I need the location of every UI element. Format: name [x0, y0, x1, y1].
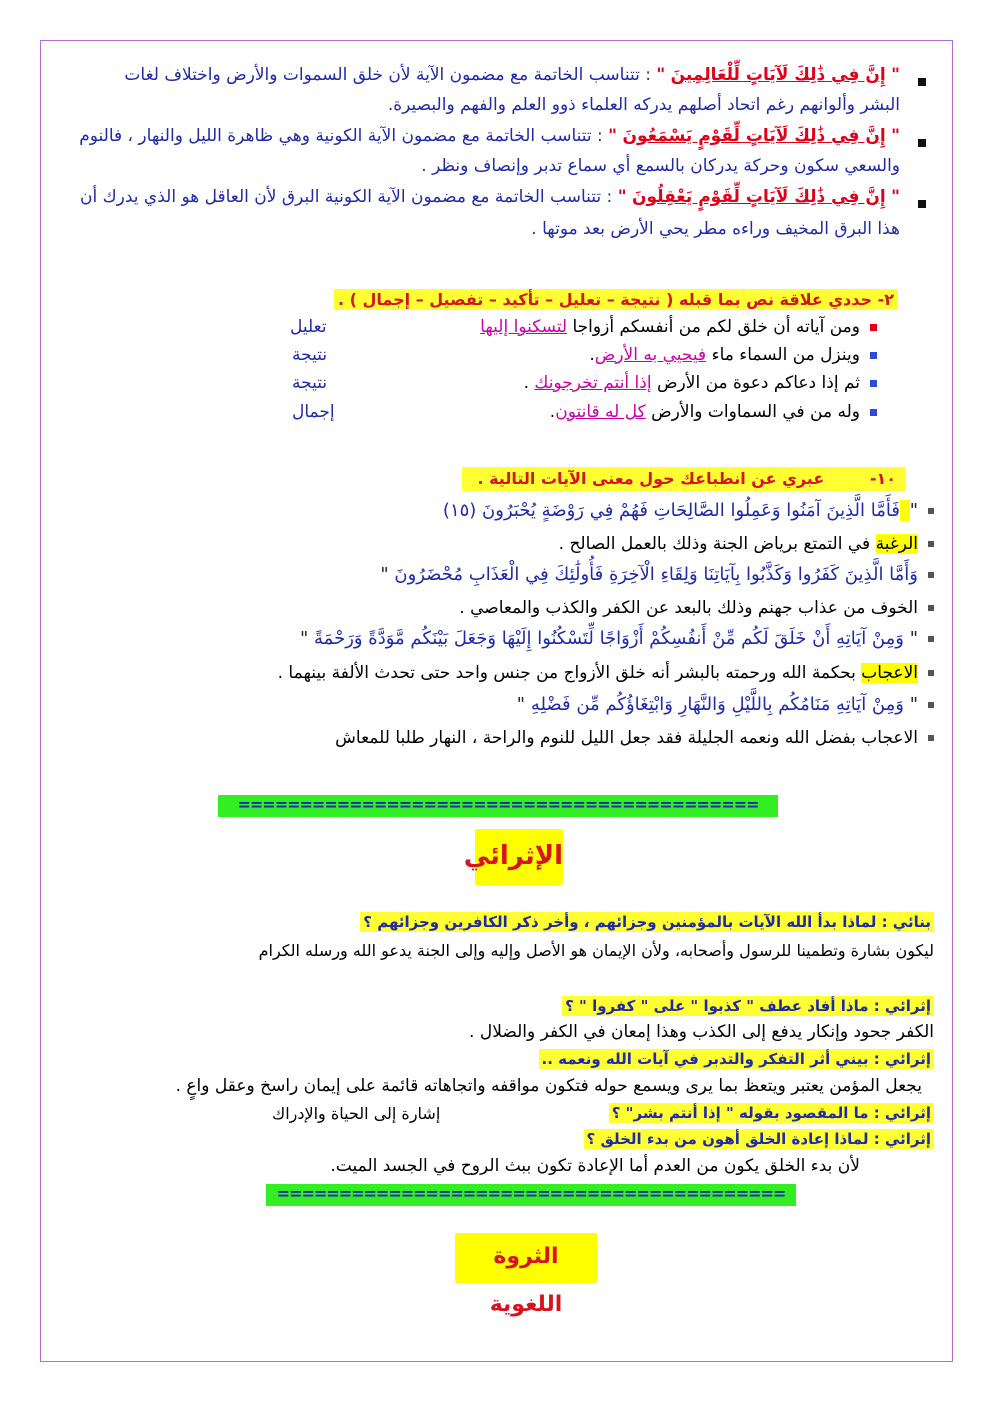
question: إثرائي : لماذا إعادة الخلق أهون من بدء الخلق ؟ [584, 1129, 934, 1149]
bullet-square-icon [928, 541, 934, 547]
list-item: وَأَمَّا الَّذِينَ كَفَرُوا وَكَذَّبُوا بِآيَاتِنَا وَلِقَاءِ الْآخِرَةِ فَأُولَٰئِكَ فِي الْعَذَابِ مُحْضَرُونَ " [380, 564, 934, 585]
sec2-list [297, 317, 877, 427]
list-item: ومن آياته أن خلق لكم من أنفسكم أزواجا لتسكنوا إليها [480, 317, 877, 337]
answer: إشارة إلى الحياة والإدراك [272, 1104, 441, 1123]
bullet-square-icon [928, 636, 934, 642]
bullet-square-icon [870, 409, 877, 416]
sec1-item2: " إِنَّ فِي ذَٰلِكَ لَآيَاتٍ لِّقَوْمٍ يَسْمَعُونَ " : تتناسب الخاتمة مع مضمون الآية الكونية وهي ظاهرة الليل والنهار ، فالنوم [79, 123, 900, 149]
bullet-square-icon [928, 605, 934, 611]
bullet-square-icon [928, 670, 934, 676]
sec1-item3-cont: هذا البرق المخيف وراءه مطر يحي الأرض بعد موتها . [531, 219, 900, 239]
list-item: " فَأَمَّا الَّذِينَ آمَنُوا وَعَمِلُوا الصَّالِحَاتِ فَهُمْ فِي رَوْضَةٍ يُحْبَرُونَ (١٥) [443, 500, 934, 521]
question: إثرائي : بيني أثر التفكر والتدبر في آيات الله ونعمه .. [539, 1049, 934, 1069]
answer: الكفر جحود وإنكار يدفع إلى الكذب وهذا إمعان في الكفر والضلال . [469, 1022, 934, 1042]
bullet-square-icon [870, 324, 877, 331]
enrich-title: الإثرائي [475, 829, 563, 885]
question: إثرائي : ما المقصود بقوله " إذا أنتم بشر" ؟ [609, 1103, 934, 1123]
sec3-list [44, 500, 934, 760]
answer: ليكون بشارة وتطمينا للرسول وأصحابه، ولأن الإيمان هو الأصل وإليه وإلى الجنة يدعو الله ورسله الكرام [258, 941, 934, 960]
quran-quote: إِنَّ فِي ذَٰلِكَ لَآيَاتٍ لِّلْعَالِمِينَ [670, 65, 886, 85]
relation-label: نتيجة [292, 373, 328, 393]
bullet-square-icon [918, 78, 926, 86]
question: إثرائي : ماذا أفاد عطف " كذبوا " على " كفروا " ؟ [562, 996, 934, 1016]
list-item: الخوف من عذاب جهنم وذلك بالبعد عن الكفر والكذب والمعاصي . [459, 598, 934, 618]
list-item: الاعجاب بحكمة الله ورحمته بالبشر أنه خلق الأزواج من جنس واحد حتى تحدث الألفة بينهما . [278, 663, 934, 683]
sec3-heading: ١٠- عبري عن انطباعك حول معنى الآيات التالية . [462, 467, 906, 491]
list-item: الرغبة في التمتع برياض الجنة وذلك بالعمل الصالح . [559, 534, 934, 554]
sec1-item1-cont: البشر وألوانهم رغم اتحاد أصلهم يدركه العلماء ذوو العلم والفهم والبصيرة. [387, 95, 900, 115]
answer: يجعل المؤمن يعتبر ويتعظ بما يرى ويسمع حوله فتكون مواقفه واتجاهاته قائمة على إيمان راسخ وعقل واعٍ . [175, 1076, 922, 1096]
sec1-item2-cont: والسعي سكون وحركة يدركان بالسمع أي سماع تدبر وإنصاف ونظر . [421, 156, 900, 176]
bullet-square-icon [918, 200, 926, 208]
list-item: وله من في السماوات والأرض كل له قانتون. [550, 402, 877, 422]
list-item: " وَمِنْ آيَاتِهِ أَنْ خَلَقَ لَكُم مِّنْ أَنفُسِكُمْ أَزْوَاجًا لِّتَسْكُنُوا إِلَيْهَا وَجَعَلَ بَيْنَكُم مَّوَدَّةً وَرَحْمَةً " [300, 628, 934, 649]
relation-label: إجمال [292, 402, 335, 422]
sec1-item1: " إِنَّ فِي ذَٰلِكَ لَآيَاتٍ لِّلْعَالِمِينَ " : تتناسب الخاتمة مع مضمون الآية لأن خلق السموات والأرض واختلاف لغات [80, 62, 900, 88]
bullet-square-icon [928, 508, 934, 514]
bullet-square-icon [928, 735, 934, 741]
list-item: الاعجاب بفضل الله ونعمه الجليلة فقد جعل الليل للنوم والراحة ، النهار طلبا للمعاش [335, 728, 934, 748]
divider: ========================================= [266, 1184, 796, 1206]
relation-label: تعليل [290, 317, 327, 337]
divider: ========================================== [218, 795, 778, 817]
bullet-square-icon [870, 380, 877, 387]
relation-label: نتيجة [292, 345, 328, 365]
bullet-square-icon [928, 572, 934, 578]
answer: لأن بدء الخلق يكون من العدم أما الإعادة تكون ببث الروح في الجسد الميت. [330, 1156, 860, 1176]
list-item: وينزل من السماء ماء فيحيي به الأرض. [589, 345, 877, 365]
sec1-item3: " إِنَّ فِي ذَٰلِكَ لَآيَاتٍ لِّقَوْمٍ يَعْقِلُونَ " : تتناسب الخاتمة مع مضمون الآية الكونية البرق لأن العاقل هو الذي يدرك أن [80, 184, 900, 210]
bullet-square-icon [928, 702, 934, 708]
quran-quote: إِنَّ فِي ذَٰلِكَ لَآيَاتٍ لِّقَوْمٍ يَسْمَعُونَ [622, 126, 886, 146]
list-item: ثم إذا دعاكم دعوة من الأرض إذا أنتم تخرجونك . [524, 373, 877, 393]
quran-quote: إِنَّ فِي ذَٰلِكَ لَآيَاتٍ لِّقَوْمٍ يَعْقِلُونَ [631, 187, 886, 207]
list-item: " وَمِنْ آيَاتِهِ مَنَامُكُم بِاللَّيْلِ وَالنَّهَارِ وَابْتِغَاؤُكُم مِّن فَضْلِهِ " [517, 694, 934, 715]
bullet-square-icon [870, 352, 877, 359]
sec2-heading: ٢- حددي علاقة نص بما قبله ( نتيجة – تعليل – تأكيد – تفصيل – إجمال ) . [334, 289, 898, 310]
vocab-title: الثروة اللغوية [455, 1233, 597, 1283]
question: بنائي : لماذا بدأ الله الآيات بالمؤمنين وجزائهم ، وأخر ذكر الكافرين وجزائهم ؟ [360, 912, 934, 932]
bullet-square-icon [918, 139, 926, 147]
